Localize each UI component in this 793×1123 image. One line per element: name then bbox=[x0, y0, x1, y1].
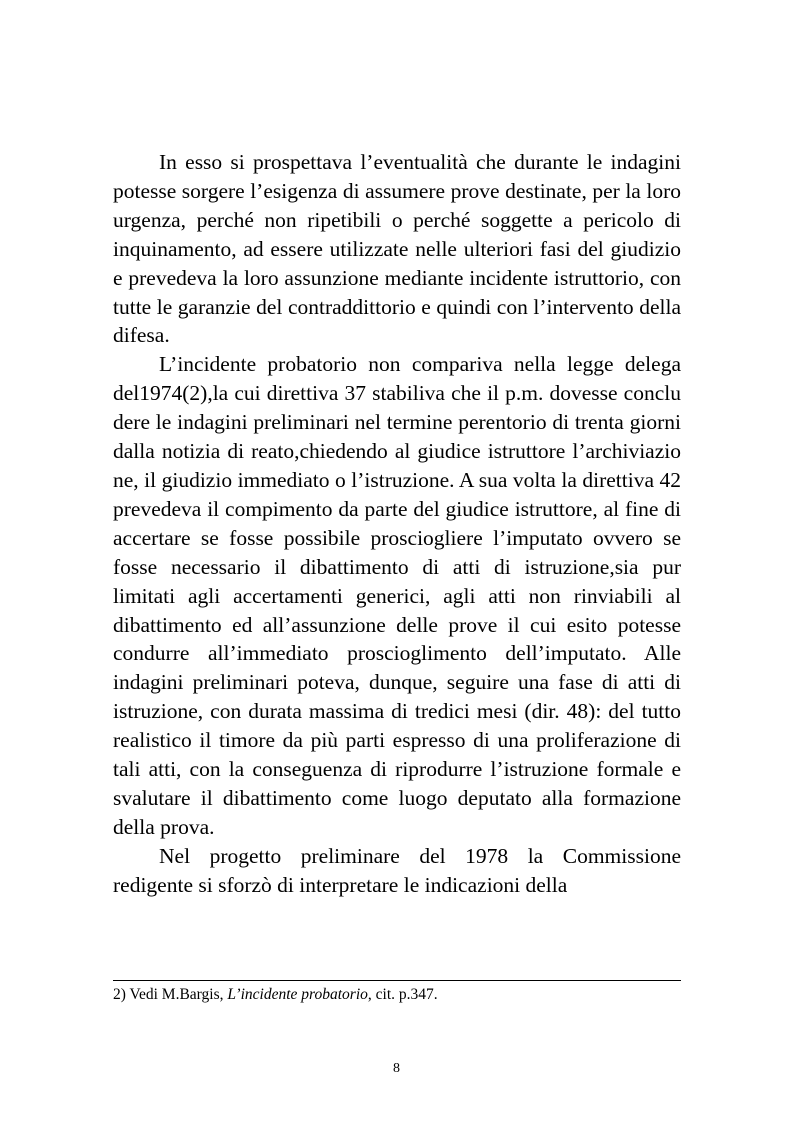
paragraph-1: In esso si prospettava l’eventualità che durante le indagini potesse sorgere l’esigenza di assumere prove destinate, per la loro urgenza, perché non ripetibili o perché soggette a pericolo di inquinamento, ad essere utilizzate nelle ulteriori fasi del giudizio e prevedeva la loro assunzione mediante incidente istruttorio, con tutte le garanzie del contraddittorio e quindi con l’intervento della difesa. bbox=[113, 150, 681, 348]
body-text bbox=[113, 148, 681, 900]
footnote bbox=[113, 985, 681, 1005]
footnote-suffix: , cit. p.347. bbox=[367, 986, 438, 1003]
footnote-title: L’incidente probatorio bbox=[227, 986, 368, 1003]
page-number: 8 bbox=[393, 1061, 400, 1076]
footnote-divider bbox=[113, 980, 681, 981]
paragraph-3: Nel progetto preliminare del 1978 la Commissione redigente si sforzò di interpretare le indicazioni della bbox=[113, 843, 681, 897]
paragraph-2: L’incidente probatorio non compariva nella legge delega del1974(2),la cui direttiva 37 stabiliva che il p.m. dovesse conclu dere le indagini preliminari nel termine perentorio di trenta giorni dalla notizia di reato,chiedendo al giudice istruttore l’archiviazio ne, il giudizio immediato o l’istruzione. A sua volta la direttiva 42 prevedeva il compimento da parte del giudice istruttore, al fine di accertare se fosse possibile prosciogliere l’imputato ovvero se fosse necessario il dibattimento di atti di istruzione,sia pur limitati agli accertamenti generici, agli atti non rinviabili al dibattimento ed all’assunzione delle prove il cui esito potesse condurre all’immediato proscioglimento dell’imputato. Alle indagini preliminari poteva, dunque, seguire una fase di atti di istruzione, con durata massima di tredici mesi (dir. 48): del tutto realistico il timore da più parti espresso di una proliferazione di tali atti, con la conseguenza di riprodurre l’istruzione formale e svalutare il dibattimento come luogo deputato alla formazione della prova. bbox=[113, 352, 681, 839]
footnote-prefix: 2) Vedi M.Bargis, bbox=[113, 986, 228, 1003]
